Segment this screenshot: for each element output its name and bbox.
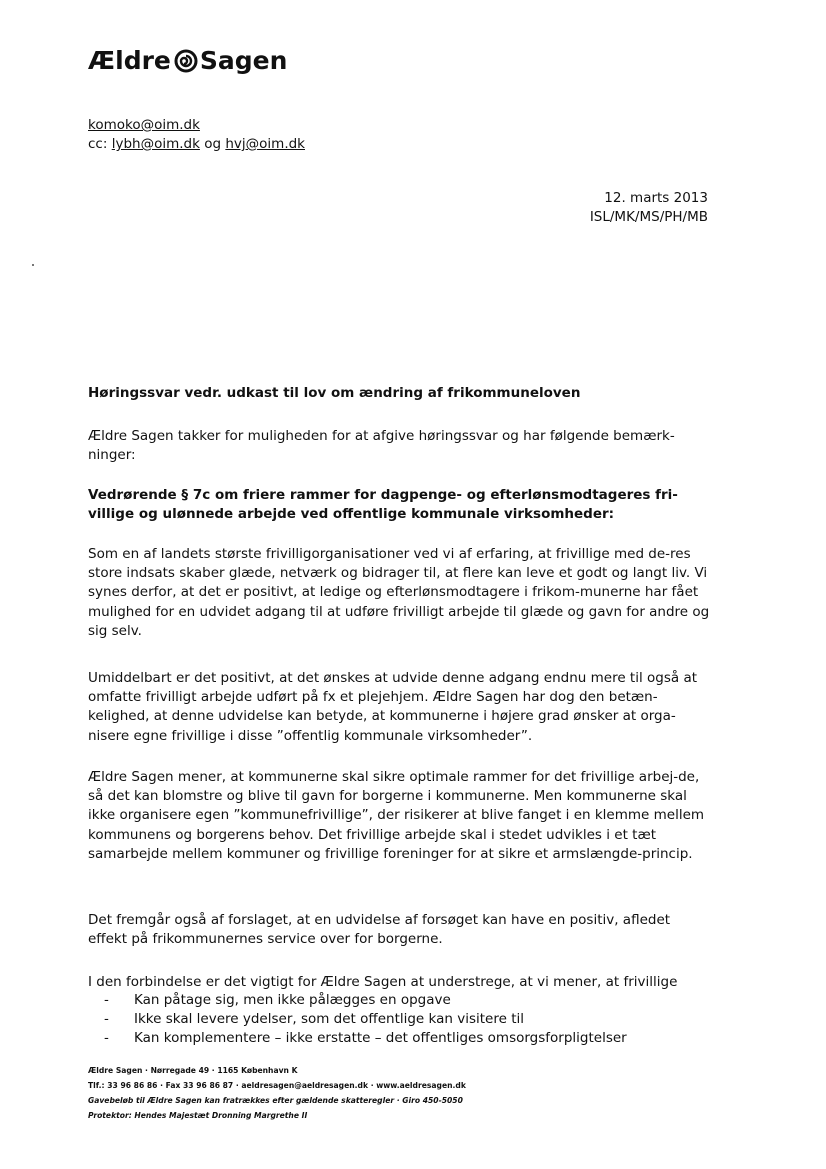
bullet-dash: - (104, 1030, 109, 1047)
spiral-logo-icon (174, 49, 198, 73)
list-item (104, 991, 704, 1010)
cc-join-text: og (204, 136, 222, 152)
footer-address: Ældre Sagen · Nørregade 49 · 1165 København K (88, 1066, 298, 1075)
letter-date: 12. marts 2013 (604, 190, 708, 206)
list-item (104, 1010, 704, 1029)
cc-label: cc: (88, 136, 108, 152)
list-item-text: Kan påtage sig, men ikke pålægges en opgave (134, 992, 451, 1008)
logo-text-left: Ældre (88, 46, 171, 75)
scan-speck (32, 264, 34, 266)
letter-reference: ISL/MK/MS/PH/MB (589, 209, 708, 225)
footer-donation-note: Gavebeløb til Ældre Sagen kan fratrækkes efter gældende skatteregler · Giro 450-5050 (88, 1096, 463, 1105)
paragraph-4: Det fremgår også af forslaget, at en udvidelse af forsøget kan have en positiv, afledet effekt på frikommunernes service over for borgerne. (88, 912, 671, 948)
aeldre-sagen-logo (88, 46, 287, 75)
paragraph-2: Umiddelbart er det positivt, at det ønskes at udvide denne adgang endnu mere til også at omfatte frivilligt arbejde udført på fx et plejehjem. Ældre Sagen har dog den betæn-kelighed, at denne udvidelse kan betyde, at kommunerne i højere grad ønsker at orga-nisere egne frivillige i disse ”offentlig kommunale virksomheder”. (88, 670, 698, 744)
intro-paragraph: Ældre Sagen takker for muligheden for at afgive høringssvar og har følgende bemærk-ninger: (88, 428, 675, 464)
list-item-text: Ikke skal levere ydelser, som det offentlige kan visitere til (134, 1011, 524, 1028)
recipient-email-link[interactable]: komoko@oim.dk (88, 117, 200, 133)
footer-contact: Tlf.: 33 96 86 86 · Fax 33 96 86 87 · aeldresagen@aeldresagen.dk · www.aeldresagen.dk (88, 1081, 466, 1090)
list-item (104, 1029, 704, 1048)
date-block (590, 189, 708, 227)
footer-patron: Protektor: Hendes Majestæt Dronning Margrethe II (88, 1111, 308, 1120)
paragraph-5: I den forbindelse er det vigtigt for Ældre Sagen at understrege, at vi mener, at frivillige (88, 974, 678, 990)
volunteer-conditions-list (104, 991, 704, 1049)
bullet-dash: - (104, 1011, 109, 1028)
logo-text-right: Sagen (199, 46, 288, 75)
recipient-block (88, 116, 305, 154)
letterhead-footer (88, 1063, 466, 1123)
paragraph-3: Ældre Sagen mener, at kommunerne skal sikre optimale rammer for det frivillige arbej-de, så det kan blomstre og blive til gavn for borgerne i kommunerne. Men kommunerne skal ikke organisere egen ”kommunefrivillige”, der risikerer at blive fanget i en klemme mellem kommunens og borgerens behov. Det frivillige arbejde skal i stedet udvikles i et tæt samarbejde mellem kommuner og frivillige foreninger for at sikre et armslængde-princip. (88, 769, 705, 862)
bullet-dash: - (104, 992, 109, 1008)
letter-subject: Høringssvar vedr. udkast til lov om ændring af frikommuneloven (88, 385, 581, 401)
section-heading: Vedrørende § 7c om friere rammer for dagpenge- og efterlønsmodtageres fri-villige og ulønnede arbejde ved offentlige kommunale virksomheder: (88, 487, 678, 523)
list-item-text: Kan komplementere – ikke erstatte – det offentliges omsorgsforpligtelser (134, 1030, 627, 1047)
paragraph-1: Som en af landets største frivilligorganisationer ved vi af erfaring, at frivillige med de-res store indsats skaber glæde, netværk og bidrager til, at flere kan leve et godt og langt liv. Vi synes derfor, at det er positivt, at ledige og efterlønsmodtagere i frikom-munerne har fået mulighed for en udvidet adgang til at udføre frivilligt arbejde til glæde og gavn for andre og sig selv. (88, 546, 710, 639)
cc-email-link-1[interactable]: lybh@oim.dk (111, 136, 200, 152)
cc-email-link-2[interactable]: hvj@oim.dk (225, 136, 305, 152)
